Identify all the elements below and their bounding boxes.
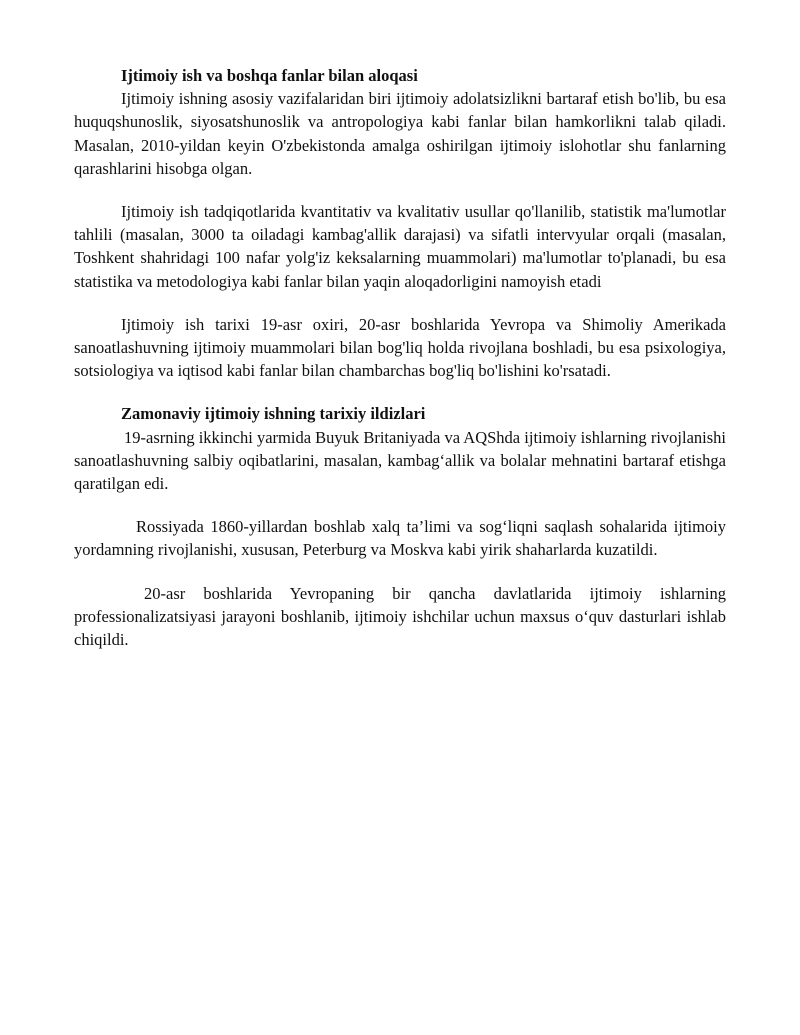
section-heading: Zamonaviy ijtimoiy ishning tarixiy ildizlari xyxy=(121,404,426,424)
paragraph: Ijtimoiy ishning asosiy vazifalaridan biri ijtimoiy adolatsizlikni bartaraf etish bo'lib, bu esa huquqshunoslik, siyosatshunoslik va antropologiya kabi fanlar bilan hamkorlikni talab qiladi. Masalan, 2010-yildan keyin O'zbekistonda amalga oshirilgan ijtimoiy islohotlar shu fanlarning qarashlarini hisobga olgan. xyxy=(74,89,726,178)
paragraph: Ijtimoiy ish tarixi 19-asr oxiri, 20-asr boshlarida Yevropa va Shimoliy Amerikada sanoatlashuvning ijtimoiy muammolari bilan bog'liq holda rivojlana boshladi, bu esa psixologiya, sotsiologiya va iqtisod kabi fanlar bilan chambarchas bog'liq bo'lishini ko'rsatadi. xyxy=(74,314,726,381)
paragraph: 19-asrning ikkinchi yarmida Buyuk Britaniyada va AQShda ijtimoiy ishlarning rivojlanishi sanoatlashuvning salbiy oqibatlarini, masalan, kambag‘allik va bolalar mehnatini bartaraf etishga qaratilgan edi. xyxy=(74,427,726,494)
paragraph: Rossiyada 1860-yillardan boshlab xalq ta’limi va sog‘liqni saqlash sohalarida ijtimoiy yordamning rivojlanishi, xususan, Peterburg va Moskva kabi yirik shaharlarda kuzatildi. xyxy=(74,517,726,560)
section-heading: Ijtimoiy ish va boshqa fanlar bilan aloqasi xyxy=(121,66,418,85)
document-page xyxy=(74,64,726,671)
paragraph: 20-asr boshlarida Yevropaning bir qancha davlatlarida ijtimoiy ishlarning professionalizatsiyasi jarayoni boshlanib, ijtimoiy ishchilar uchun maxsus o‘quv dasturlari ishlab chiqildi. xyxy=(74,583,726,650)
paragraph: Ijtimoiy ish tadqiqotlarida kvantitativ va kvalitativ usullar qo'llanilib, statistik ma'lumotlar tahlili (masalan, 3000 ta oiladagi kambag'allik darajasi) va sifatli intervyular orqali (masalan, Toshkent shahridagi 100 nafar yolg'iz keksalarning muammolari) ma'lumotlar to'planadi, bu esa statistika va metodologiya kabi fanlar bilan yaqin aloqadorligini namoyish etadi xyxy=(74,202,726,291)
